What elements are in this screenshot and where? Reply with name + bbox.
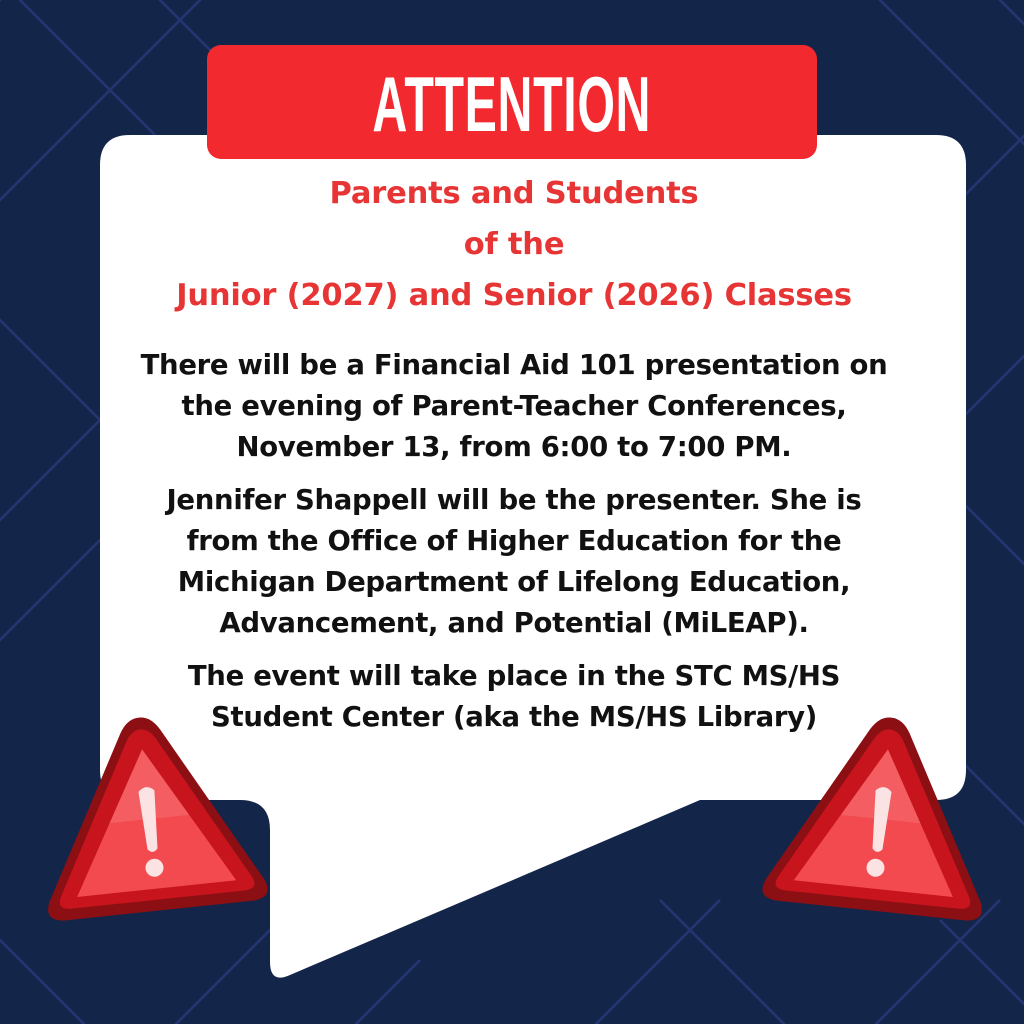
notice-content [100,168,928,738]
heading-line: of the [463,227,565,262]
paragraph-line: Michigan Department of Lifelong Education, [177,566,851,598]
paragraph-line: the evening of Parent-Teacher Conferences, [181,390,847,422]
warning-triangle-icon [760,705,1000,930]
event-details-paragraph [100,345,928,468]
paragraph-line: There will be a Financial Aid 101 presentation on [140,349,888,381]
heading-line: Junior (2027) and Senior (2026) Classes [176,278,852,313]
heading-line: Parents and Students [329,176,699,211]
paragraph-line: November 13, from 6:00 to 7:00 PM. [236,431,792,463]
paragraph-line: Student Center (aka the MS/HS Library) [210,701,818,733]
attention-banner [207,45,817,159]
banner-title: ATTENTION [372,60,652,148]
paragraph-line: Advancement, and Potential (MiLEAP). [219,607,809,639]
presenter-paragraph [100,480,928,644]
audience-heading [100,168,928,321]
paragraph-line: Jennifer Shappell will be the presenter. She is [166,484,862,516]
paragraph-line: from the Office of Higher Education for the [186,525,842,557]
paragraph-line: The event will take place in the STC MS/HS [187,660,841,692]
warning-triangle-icon [30,705,270,930]
